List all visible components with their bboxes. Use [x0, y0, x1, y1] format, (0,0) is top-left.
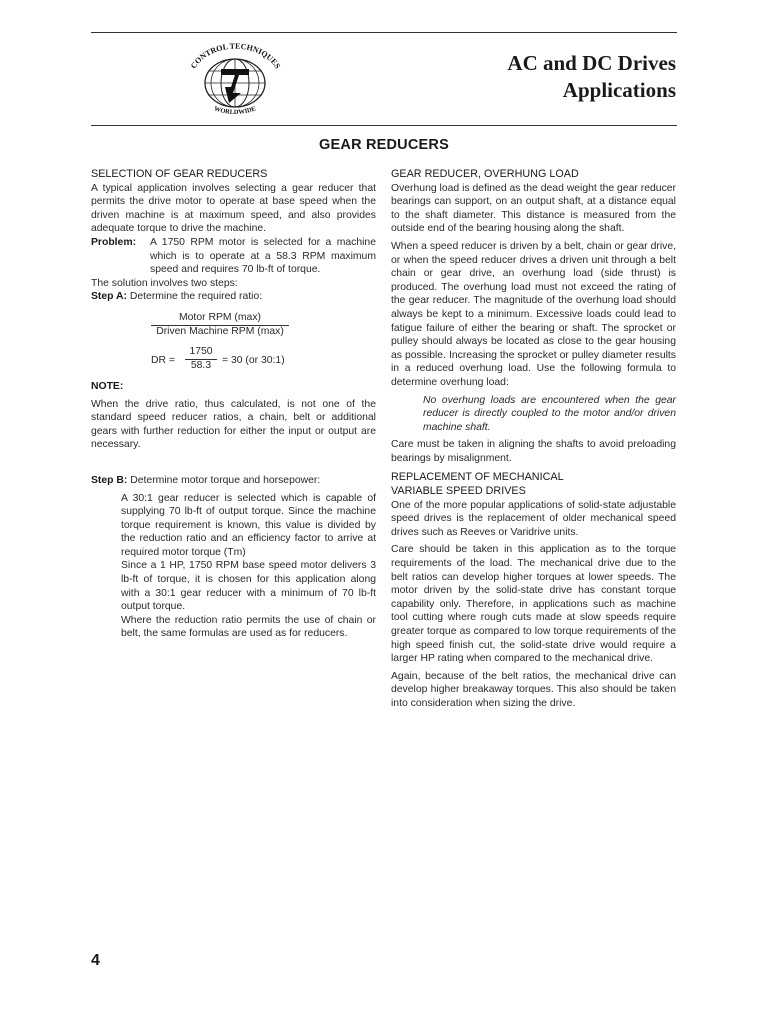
replacement-paragraph-3: Again, because of the belt ratios, the mechanical drive can develop higher breakaway torques. This also should be taken into consideration when sizing the drive.: [391, 670, 676, 709]
step-b-paragraph-2: Since a 1 HP, 1750 RPM base speed motor delivers 3 lb-ft of torque, it is chosen for this application along with a 30:1 gear reducer with a minimum of 70 lb-ft output torque.: [121, 560, 376, 613]
solution-text: The solution involves two steps:: [91, 277, 238, 289]
replacement-heading-line-1: REPLACEMENT OF MECHANICAL: [391, 471, 564, 484]
dr-label: DR =: [151, 354, 175, 366]
step-b: [91, 474, 376, 488]
right-column: [391, 168, 676, 711]
control-techniques-logo: [183, 43, 288, 118]
step-a-label: Step A:: [91, 291, 127, 303]
step-a-text: Determine the required ratio:: [126, 291, 263, 303]
page-number: 4: [91, 952, 100, 969]
section-title: GEAR REDUCERS: [319, 137, 449, 153]
step-b-paragraph-3: Where the reduction ratio permits the use of chain or belt, the same formulas are used as for reducers.: [121, 614, 376, 640]
left-column: [91, 168, 376, 641]
overhung-note-italic: No overhung loads are encountered when the gear reducer is directly coupled to the motor and/or driven machine shaft.: [423, 394, 676, 433]
step-a: [91, 290, 376, 304]
ratio-numerator: Motor RPM (max): [151, 312, 289, 326]
dr-denominator: 58.3: [190, 359, 212, 371]
header-rule: [91, 125, 677, 126]
dr-formula: [91, 346, 376, 376]
problem-block: [91, 236, 376, 277]
overhung-paragraph-2: When a speed reducer is driven by a belt, chain or gear drive, or when the speed reducer drives a driven unit through a belt chain or gear drive, an overhung load (side thrust) is produced. The overhung load must not exceed the rating of the gear reducer. The magnitude of the overhung load should always be kept to a minimum. Excessive loads could lead to fatigue failure of either the bearing or shaft. The sprocket or pulley should always be located as close to the gear housing as possible. Increasing the sprocket or pulley diameter results in a reduced overhung load. Use the following formula to determine overhung load:: [391, 240, 676, 388]
document-title: [507, 50, 676, 104]
ratio-denominator: Driven Machine RPM (max): [156, 325, 284, 337]
problem-label: Problem:: [91, 236, 137, 248]
overhung-paragraph-1: Overhung load is defined as the dead weight the gear reducer bearings can support, on an output shaft, at a distance equal to the shaft diameter. This distance is measured from the outside end of the bearing housing along the shaft.: [391, 182, 676, 235]
overhung-heading: GEAR REDUCER, OVERHUNG LOAD: [391, 168, 579, 180]
step-b-paragraph-1: A 30:1 gear reducer is selected which is capable of supplying 70 lb-ft of output torque. Since the machine torque requirement is known, this value is divided by the reduction ratio and an efficiency factor to arrive at required motor torque (Tm): [121, 492, 376, 558]
overhung-paragraph-4: Care must be taken in aligning the shafts to avoid preloading bearings by misalignment.: [391, 439, 676, 464]
logo-top-text: CONTROL TECHNIQUES: [188, 43, 283, 71]
logo-bottom-text: WORLDWIDE: [213, 105, 257, 117]
title-line-2: Applications: [562, 78, 676, 102]
title-line-1: AC and DC Drives: [507, 51, 676, 75]
intro-paragraph: A typical application involves selecting a gear reducer that permits the drive motor to operate at base speed when the driven machine is at maximum speed, and also provides adequate torque to drive the machine.: [91, 182, 376, 235]
replacement-heading-line-2: VARIABLE SPEED DRIVES: [391, 485, 526, 498]
problem-text: A 1750 RPM motor is selected for a machine which is to operate at a 58.3 RPM maximum speed and requires 70 lb-ft of torque.: [150, 236, 376, 276]
step-b-text: Determine motor torque and horsepower:: [127, 474, 321, 486]
ratio-formula: [91, 312, 376, 342]
note-label: NOTE:: [91, 380, 124, 392]
replacement-paragraph-1: One of the more popular applications of solid-state adjustable speed drives is the replacement of older mechanical speed drives such as Reeves or Varidrive units.: [391, 499, 676, 538]
left-heading: SELECTION OF GEAR REDUCERS: [91, 168, 268, 180]
dr-numerator: 1750: [185, 346, 217, 360]
dr-result: = 30 (or 30:1): [222, 354, 285, 366]
top-rule: [91, 32, 677, 33]
note-text: When the drive ratio, thus calculated, is not one of the standard speed reducer ratios, a chain, belt or additional gears with further reduction for either the input or output are necessary.: [91, 398, 376, 451]
replacement-paragraph-2: Care should be taken in this application as to the torque requirements of the load. The mechanical drive due to the belt ratios can develop higher torques at lower speeds. The motor driven by the solid-state drive has constant torque capability only. Therefore, in applications such as machine tool cutting where rough cuts made at slow speeds require greater torque as compared to low torque requirements of the high speed finish cut, the solid-state drive would require a larger HP rating when compared to the mechanical drive.: [391, 544, 676, 665]
replacement-heading: [391, 471, 676, 498]
step-b-label: Step B:: [91, 474, 128, 486]
